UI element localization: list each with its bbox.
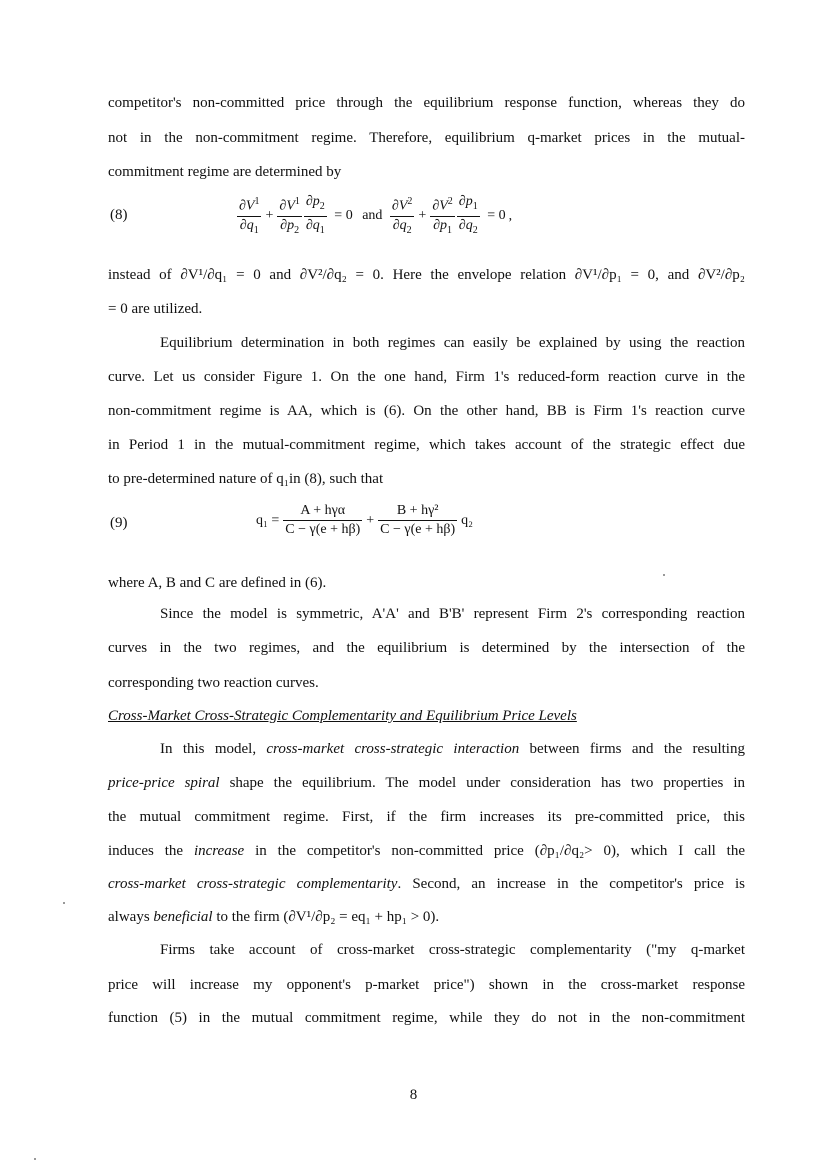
- text-line: in Period 1 in the mutual-commitment regime, which takes account of the strategic effect due: [108, 437, 745, 453]
- text-line: curve. Let us consider Figure 1. On the one hand, Firm 1's reduced-form reaction curve in the: [108, 369, 745, 385]
- eq9-num1: A + hγα: [283, 502, 362, 521]
- text-line: cross-market cross-strategic complementarity. Second, an increase in the competitor's price is: [108, 876, 745, 892]
- text-line: curves in the two regimes, and the equilibrium is determined by the intersection of the: [108, 640, 745, 656]
- text-line: not in the non-commitment regime. Therefore, equilibrium q-market prices in the mutual-: [108, 130, 745, 146]
- equals-zero: = 0: [487, 208, 506, 224]
- text-line: In this model, cross-market cross-strategic interaction between firms and the resulting: [160, 741, 745, 757]
- text-line: Since the model is symmetric, A'A' and B'B' represent Firm 2's corresponding reaction: [160, 606, 745, 622]
- text-line: the mutual commitment regime. First, if the firm increases its pre-committed price, this: [108, 809, 745, 825]
- text-line: instead of ∂V¹/∂q₁ = 0 and ∂V²/∂q₂ = 0. Here the envelope relation ∂V¹/∂p₁ = 0, and ∂V²/∂p₂: [108, 267, 745, 283]
- section-heading: Cross-Market Cross-Strategic Complementarity and Equilibrium Price Levels: [108, 708, 577, 724]
- equation-number: (8): [110, 207, 128, 223]
- text-line: to pre-determined nature of q₁in (8), such that: [108, 471, 384, 487]
- text-line: price-price spiral shape the equilibrium. The model under consideration has two properties in: [108, 775, 745, 791]
- and-word: and: [362, 208, 383, 224]
- text-line: commitment regime are determined by: [108, 164, 342, 180]
- text-line: Equilibrium determination in both regimes can easily be explained by using the reaction: [160, 335, 745, 351]
- eq9-lhs: q₁ =: [256, 512, 280, 528]
- eq9-den1: C − γ(e + hβ): [285, 522, 361, 537]
- scan-speck: [663, 574, 665, 576]
- eq9-tail: q₂: [461, 512, 474, 528]
- equation-8: $\frac{\partial V^1}{\partial q_1}$ + $\frac{\partial V^1}{\partial p_2}$ $\frac{\partial p_2}{\partial q_1}$ = 0 and $\frac{\partial V^2}{\partial q_2}$ + $\frac{\partial V^2}{\partial p_1}$ $\frac{\partial p_1}{\partial q_2}$ = 0 ,: [239, 194, 513, 236]
- comma: ,: [508, 208, 513, 224]
- text-line: always beneficial to the firm (∂V¹/∂p₂ = eq₁ + hp₁ > 0).: [108, 909, 440, 925]
- eq9-den2: C − γ(e + hβ): [380, 522, 456, 537]
- text-line: competitor's non-committed price through the equilibrium response function, whereas they do: [108, 95, 745, 111]
- scan-speck: [63, 902, 65, 904]
- text-line: price will increase my opponent's p-market price") shown in the cross-market response: [108, 977, 745, 993]
- text-line: non-commitment regime is AA, which is (6). On the other hand, BB is Firm 1's reaction curve: [108, 403, 745, 419]
- text-line: corresponding two reaction curves.: [108, 675, 319, 691]
- scan-speck: [34, 1158, 36, 1160]
- text-line: = 0 are utilized.: [108, 301, 203, 317]
- text-line: function (5) in the mutual commitment regime, while they do not in the non-commitment: [108, 1010, 745, 1026]
- eq9-num2: B + hγ²: [378, 502, 457, 521]
- text-line: induces the increase in the competitor's non-committed price (∂p₁/∂q₂> 0), which I call the: [108, 843, 745, 859]
- text-line: Firms take account of cross-market cross-strategic complementarity ("my q-market: [160, 942, 745, 958]
- text-line: where A, B and C are defined in (6).: [108, 575, 327, 591]
- page-number: 8: [409, 1087, 418, 1103]
- equation-9: q₁ = $\frac{\text{A + hγα}}{C - \gamma(e + h\beta)}$ + $\frac{\text{B + hγ²}}{C - \gamma(e + h\beta)}$ q₂: [253, 502, 476, 539]
- equation-number: (9): [110, 515, 128, 531]
- equals-zero: = 0: [334, 208, 353, 224]
